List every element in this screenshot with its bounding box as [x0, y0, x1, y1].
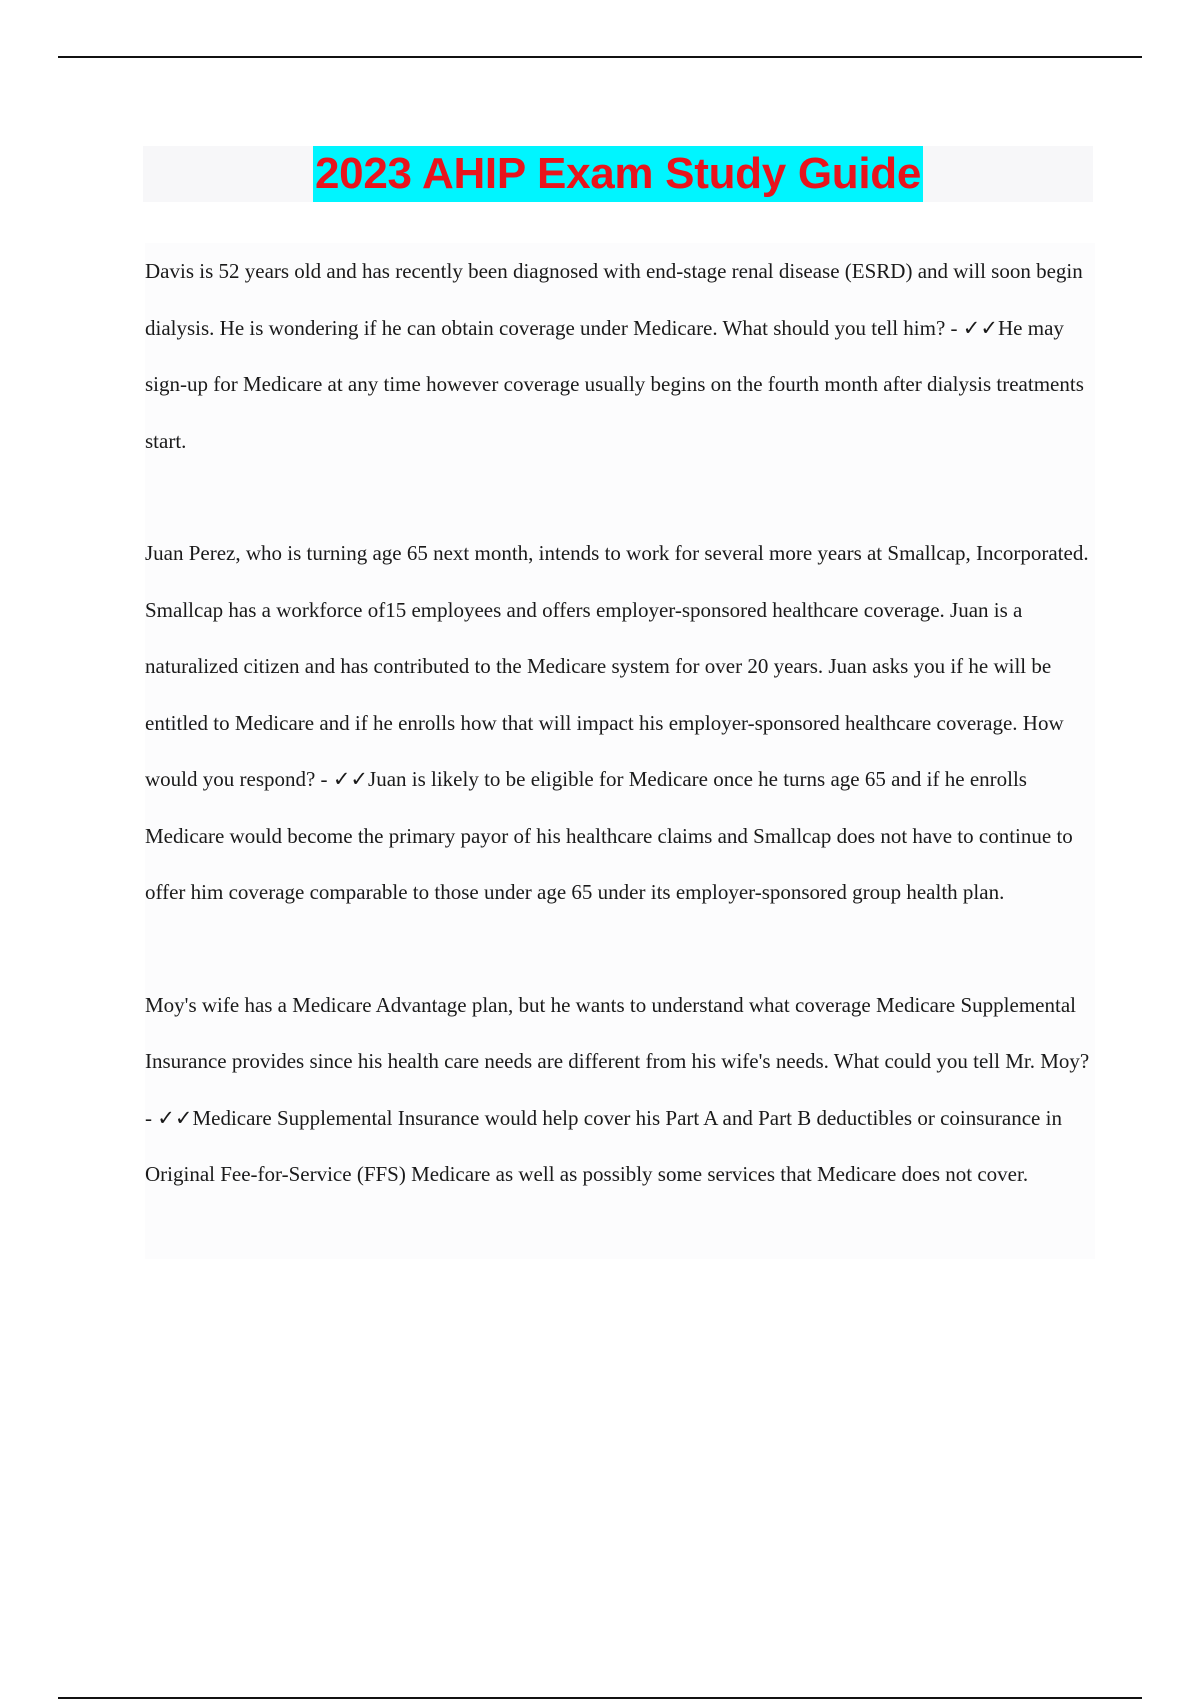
document-body: [145, 243, 1095, 1259]
question-text: Juan Perez, who is turning age 65 next month, intends to work for several more years at Smallcap, Incorporated. Smallcap has a workforce of15 employees and offers employer-sponsored healthcare coverage. Juan is a naturalized citizen and has contributed to the Medicare system for over 20 years. Juan asks you if he will be entitled to Medicare and if he enrolls how that will impact his employer-sponsored healthcare coverage. How would you respond? -: [145, 541, 1089, 791]
check-mark-icon: ✓✓: [962, 315, 998, 340]
check-mark-icon: ✓✓: [157, 1105, 193, 1130]
qa-item: [145, 525, 1095, 921]
answer-text: He may sign-up for Medicare at any time however coverage usually begins on the fourth month after dialysis treatments start.: [145, 315, 1084, 453]
answer-text: Medicare Supplemental Insurance would help cover his Part A and Part B deductibles or coinsurance in Original Fee-for-Service (FFS) Medicare as well as possibly some services that Medicare does not cover.: [145, 1105, 1062, 1186]
question-text: Moy's wife has a Medicare Advantage plan, but he wants to understand what coverage Medicare Supplemental Insurance provides since his health care needs are different from his wife's needs. What could you tell Mr. Moy? -: [145, 992, 1090, 1130]
bottom-divider: [58, 1697, 1142, 1699]
question-text: Davis is 52 years old and has recently been diagnosed with end-stage renal disease (ESRD) and will soon begin dialysis. He is wondering if he can obtain coverage under Medicare. What should you tell him? -: [145, 259, 1083, 340]
top-divider: [58, 56, 1142, 58]
page-title: 2023 AHIP Exam Study Guide: [313, 146, 923, 202]
answer-text: Juan is likely to be eligible for Medicare once he turns age 65 and if he enrolls Medicare would become the primary payor of his healthcare claims and Smallcap does not have to continue to offer him coverage comparable to those under age 65 under its employer-sponsored group health plan.: [145, 767, 1073, 904]
qa-item: [145, 977, 1095, 1203]
title-band: [143, 146, 1093, 202]
qa-item: [145, 243, 1095, 469]
check-mark-icon: ✓✓: [332, 767, 369, 791]
